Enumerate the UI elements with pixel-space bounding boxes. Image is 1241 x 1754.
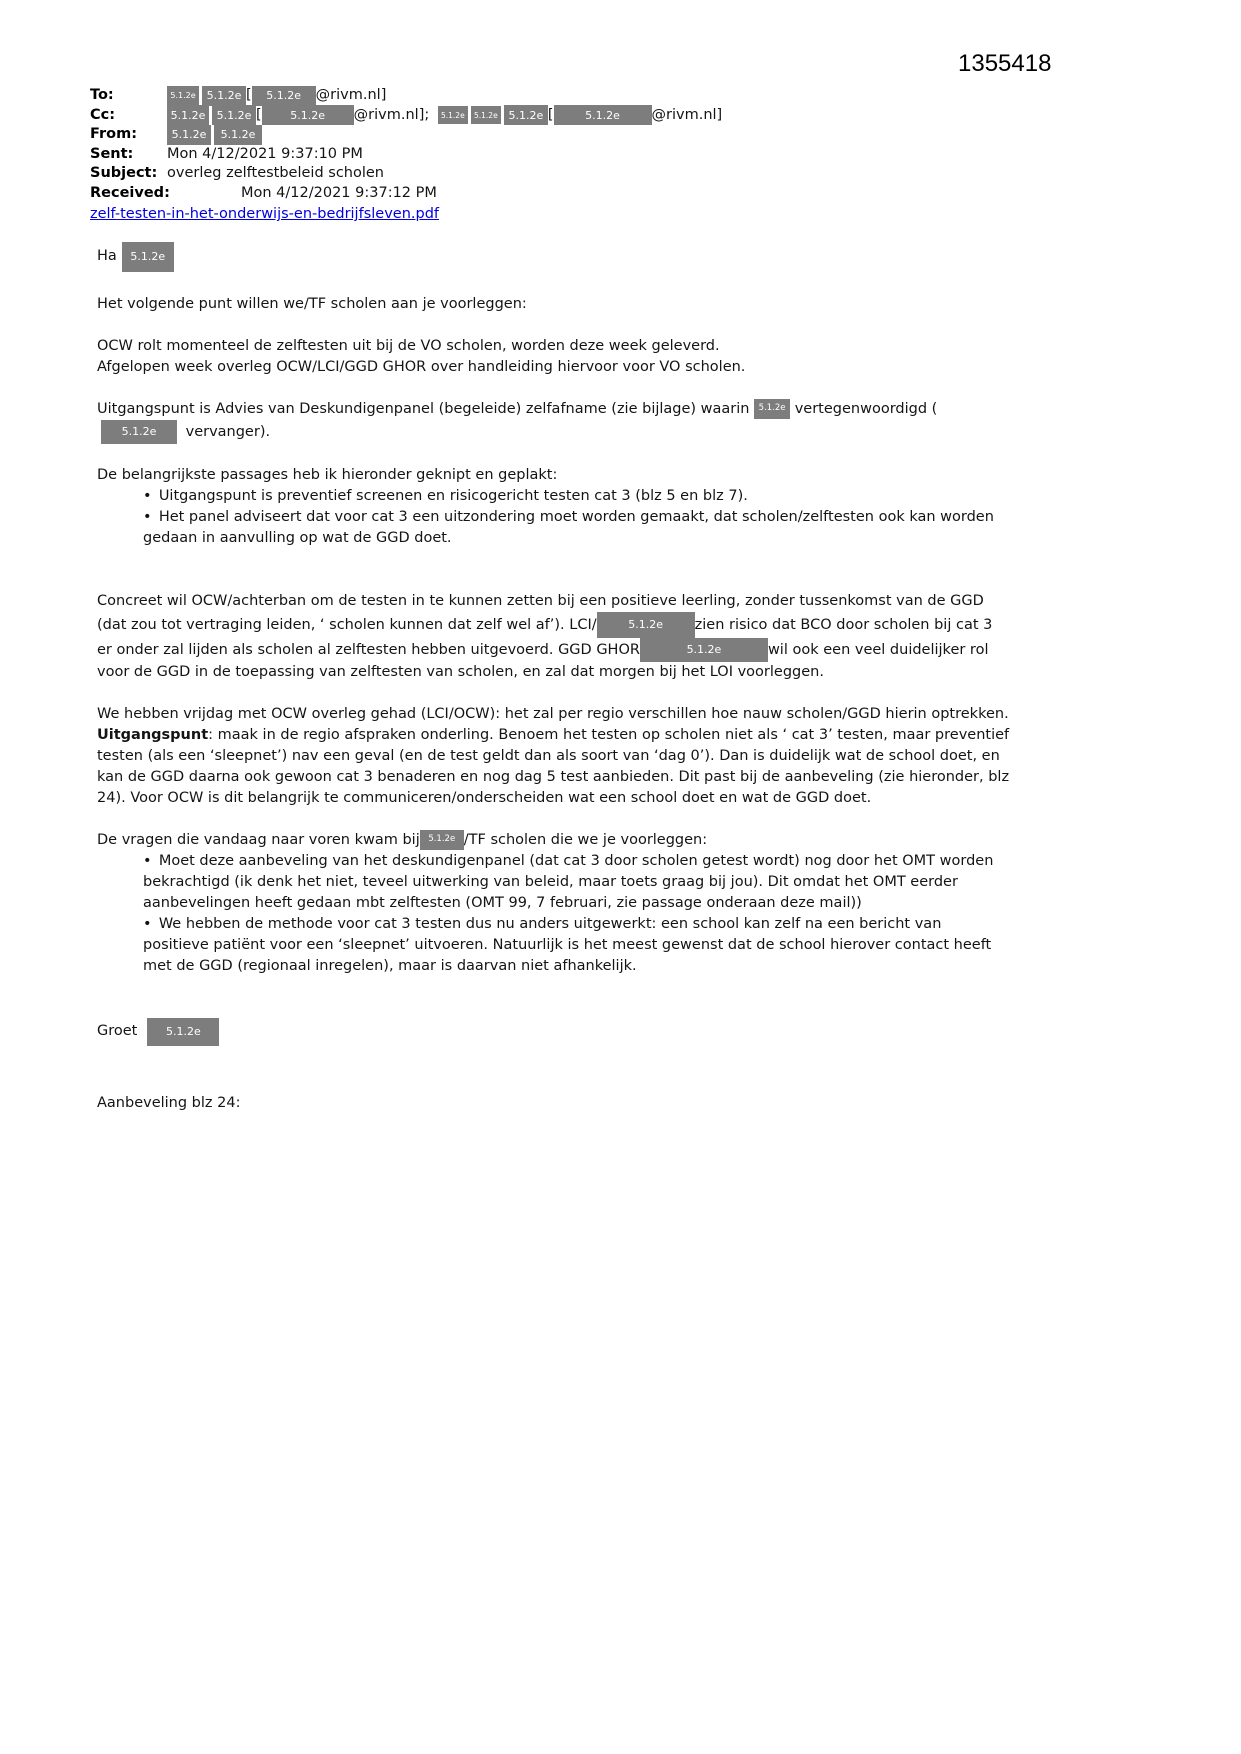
address-suffix: @rivm.nl] bbox=[651, 106, 723, 123]
footer-note: Aanbeveling blz 24: bbox=[97, 1094, 241, 1111]
redaction-box: 5.1.2e bbox=[122, 242, 174, 272]
header-row-to bbox=[90, 86, 1241, 106]
header-row-from bbox=[90, 125, 1241, 145]
redaction-box: 5.1.2e bbox=[554, 105, 652, 125]
cc-value bbox=[167, 105, 722, 125]
redaction-box: 5.1.2e bbox=[167, 86, 199, 105]
paragraph-uitgangspunt bbox=[97, 399, 1011, 444]
paragraph-text: zien risico dat BCO door scholen bij cat 3 er onder zal lijden als scholen al zelftesten hebben uitgevoerd. GGD GHOR bbox=[97, 616, 993, 658]
paragraph-vragen bbox=[97, 830, 1011, 977]
paragraph-concreet bbox=[97, 591, 1011, 683]
bullet-list bbox=[97, 486, 1011, 549]
subject-value: overleg zelftestbeleid scholen bbox=[167, 165, 384, 181]
paragraph-text: Concreet wil OCW/achterban om de testen in te kunnen zetten bij een positieve leerling, zonder tussenkomst van de GGD (dat zou tot vertraging leiden, ‘ scholen kunnen dat zelf wel af’). LCI/ bbox=[97, 592, 984, 633]
bullet-item: • Moet deze aanbeveling van het deskundigenpanel (dat cat 3 door scholen getest wordt) nog door het OMT worden bekrachtigd (ik denk het niet, teveel uitwerking van beleid, maar toets graag bij jou). Dit omdat het OMT eerder aanbevelingen heeft gedaan mbt zelftesten (OMT 99, 7 februari, zie passage onderaan deze mail)) bbox=[97, 851, 1011, 914]
to-value bbox=[167, 86, 386, 106]
received-value: Mon 4/12/2021 9:37:12 PM bbox=[241, 184, 437, 201]
bracket-text: [ bbox=[246, 87, 252, 103]
paragraph-text: Uitgangspunt is Advies van Deskundigenpanel (begeleide) zelfafname (zie bijlage) waarin bbox=[97, 400, 755, 417]
redaction-box: 5.1.2e bbox=[754, 399, 790, 419]
redaction-box: 5.1.2e bbox=[420, 830, 464, 850]
redaction-box: 5.1.2e bbox=[640, 638, 768, 662]
from-value bbox=[167, 125, 262, 145]
bold-text: Uitgangspunt bbox=[97, 726, 209, 743]
paragraph-text: vertegenwoordigd ( bbox=[790, 400, 938, 417]
greeting-line bbox=[97, 241, 1011, 273]
paragraph-text: De vragen die vandaag naar voren kwam bij bbox=[97, 831, 420, 848]
paragraph-line: Afgelopen week overleg OCW/LCI/GGD GHOR over handleiding hiervoor voor VO scholen. bbox=[97, 358, 746, 375]
redaction-box: 5.1.2e bbox=[504, 105, 548, 125]
paragraph-text: De belangrijkste passages heb ik hieronder geknipt en geplakt: bbox=[97, 466, 558, 483]
redaction-box: 5.1.2e bbox=[438, 106, 468, 124]
redaction-box: 5.1.2e bbox=[202, 86, 246, 106]
redaction-box: 5.1.2e bbox=[262, 105, 354, 125]
paragraph-intro: Het volgende punt willen we/TF scholen aan je voorleggen: bbox=[97, 295, 527, 312]
subject-label: Subject: bbox=[90, 165, 158, 181]
sent-label: Sent: bbox=[90, 145, 134, 162]
bullet-item: • Het panel adviseert dat voor cat 3 een uitzondering moet worden gemaakt, dat scholen/zelftesten ook kan worden gedaan in aanvulling op wat de GGD doet. bbox=[97, 507, 1011, 549]
document-number: 1355418 bbox=[958, 50, 1052, 77]
paragraph-text: /TF scholen die we je voorleggen: bbox=[463, 831, 708, 848]
header-row-sent bbox=[90, 145, 1241, 165]
bullet-list bbox=[97, 851, 1011, 977]
paragraph-text: We hebben vrijdag met OCW overleg gehad (LCI/OCW): het zal per regio verschillen hoe nauw scholen/GGD hierin optrekken. bbox=[97, 705, 1009, 722]
redaction-box: 5.1.2e bbox=[471, 106, 501, 124]
redaction-box: 5.1.2e bbox=[212, 105, 256, 125]
email-body bbox=[97, 241, 1011, 1114]
redaction-box: 5.1.2e bbox=[214, 125, 262, 145]
email-header bbox=[90, 86, 1241, 225]
redaction-box: 5.1.2e bbox=[167, 125, 211, 145]
redaction-box: 5.1.2e bbox=[167, 105, 209, 125]
address-suffix: @rivm.nl] bbox=[315, 87, 387, 103]
from-label: From: bbox=[90, 126, 137, 142]
sent-value: Mon 4/12/2021 9:37:10 PM bbox=[167, 145, 363, 162]
paragraph-vrijdag bbox=[97, 704, 1011, 809]
paragraph-line: OCW rolt momenteel de zelftesten uit bij de VO scholen, worden deze week geleverd. bbox=[97, 337, 720, 354]
paragraph-text: vervanger). bbox=[181, 423, 271, 440]
address-suffix: @rivm.nl]; bbox=[353, 106, 434, 123]
paragraph-text: : maak in de regio afspraken onderling. Benoem het testen op scholen niet als ‘ cat 3’ testen, maar preventief testen (als een ‘sleepnet’) nav een geval (en de test geldt dan als soort van ‘dag 0’). Dan is duidelijk wat de school doet, en kan de GGD daarna ook gewoon cat 3 benaderen en nog dag 5 test aanbieden. Dit past bij de aanbeveling (zie hieronder, blz 24). Voor OCW is dit belangrijk te communiceren/onderscheiden wat een school doet en wat de GGD doet. bbox=[97, 726, 1010, 806]
redaction-box: 5.1.2e bbox=[597, 612, 695, 638]
header-row-subject bbox=[90, 164, 1241, 184]
bullet-item: • Uitgangspunt is preventief screenen en risicogericht testen cat 3 (blz 5 en blz 7). bbox=[97, 486, 1011, 507]
cc-label: Cc: bbox=[90, 106, 116, 123]
bullet-item: • We hebben de methode voor cat 3 testen dus nu anders uitgewerkt: een school kan zelf na een bericht van positieve patiënt voor een ‘sleepnet’ uitvoeren. Natuurlijk is het meest gewenst dat de school hierover contact heeft met de GGD (regionaal inregelen), maar is daarvan niet afhankelijk. bbox=[97, 914, 1011, 977]
bracket-text: [ bbox=[256, 106, 262, 123]
paragraph-line bbox=[97, 830, 1011, 851]
received-label: Received: bbox=[90, 184, 170, 201]
greeting-text: Ha bbox=[97, 248, 117, 264]
paragraph-passages bbox=[97, 465, 1011, 549]
closing-line bbox=[97, 1017, 1011, 1047]
closing-text: Groet bbox=[97, 1023, 138, 1039]
redaction-box: 5.1.2e bbox=[252, 86, 316, 106]
attachment-link[interactable]: zelf-testen-in-het-onderwijs-en-bedrijfsleven.pdf bbox=[90, 206, 440, 222]
to-label: To: bbox=[90, 87, 114, 103]
bracket-text: [ bbox=[547, 106, 554, 123]
paragraph-ocw bbox=[97, 336, 1011, 378]
paragraph-text: wil ook een veel duidelijker rol voor de GGD in de toepassing van zelftesten van scholen, en zal dat morgen bij het LOI voorleggen. bbox=[97, 641, 989, 680]
header-row-cc bbox=[90, 106, 1241, 126]
header-row-received bbox=[90, 184, 1241, 204]
redaction-box: 5.1.2e bbox=[147, 1018, 219, 1046]
redaction-box: 5.1.2e bbox=[101, 420, 177, 444]
